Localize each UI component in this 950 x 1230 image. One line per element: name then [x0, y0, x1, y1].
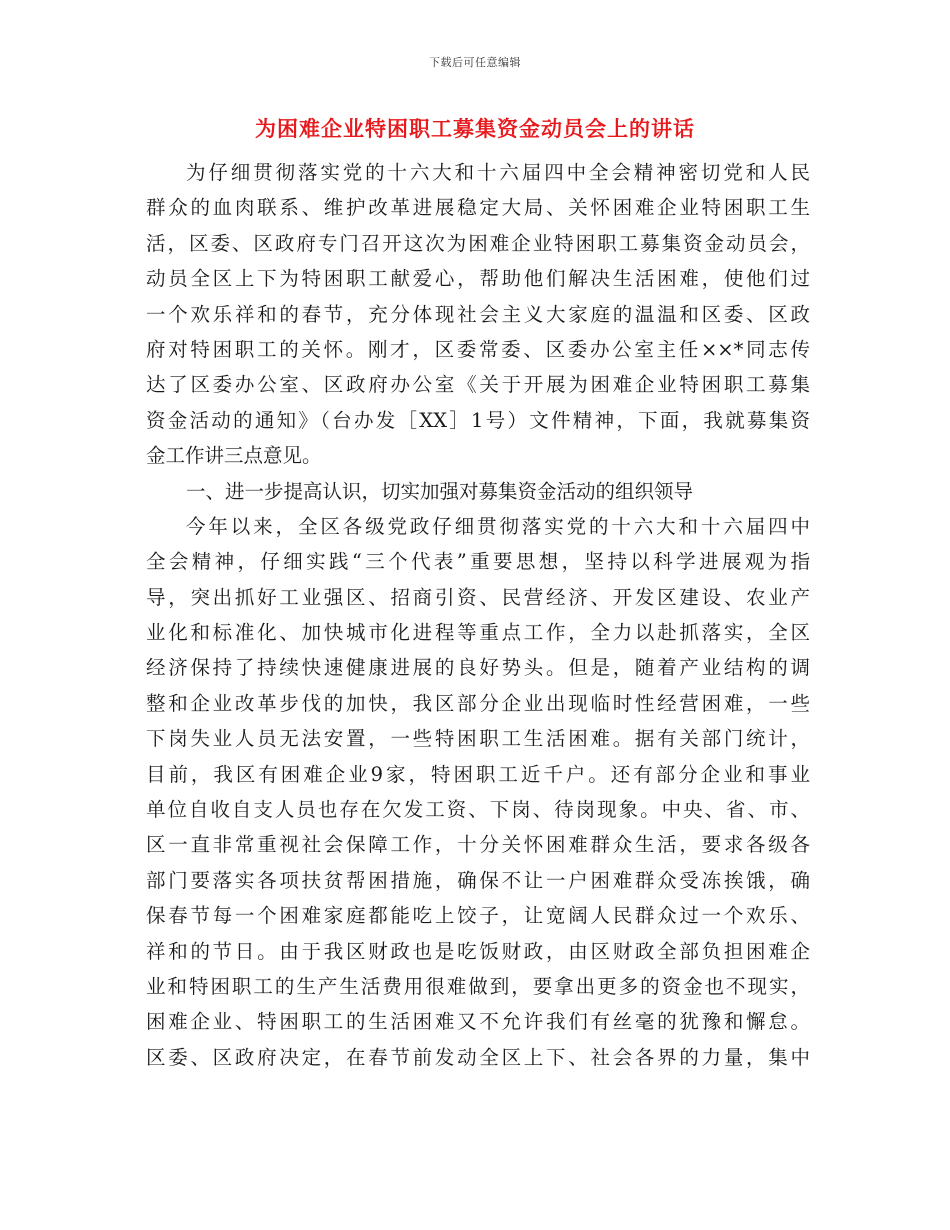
text-line: 保春节每一个困难家庭都能吃上饺子，让宽阔人民群众过一个欢乐、	[146, 904, 810, 928]
text-line: 部门要落实各项扶贫帮困措施，确保不让一户困难群众受冻挨饿，确	[146, 868, 810, 892]
text-line: 群众的血肉联系、维护改革进展稳定大局、关怀困难企业特困职工生	[146, 196, 810, 220]
text-line: 一个欢乐祥和的春节，充分体现社会主义大家庭的温温和区委、区政	[146, 302, 810, 326]
text-line: 目前，我区有困难企业9家，特困职工近千户。还有部分企业和事业	[146, 762, 810, 786]
text-line: 导，突出抓好工业强区、招商引资、民营经济、开发区建设、农业产	[146, 585, 810, 609]
text-line: 整和企业改革步伐的加快，我区部分企业出现临时性经营困难，一些	[146, 691, 810, 715]
text-line: 资金活动的通知》（台办发［XX］1号）文件精神，下面，我就募集资	[146, 408, 810, 432]
text-line: 祥和的节日。由于我区财政也是吃饭财政，由区财政全部负担困难企	[146, 939, 810, 963]
text-line: 单位自收自支人员也存在欠发工资、下岗、待岗现象。中央、省、市、	[146, 798, 810, 822]
document-body	[146, 155, 810, 1075]
header-note: 下载后可任意编辑	[429, 56, 521, 69]
text-line: 区委、区政府决定，在春节前发动全区上下、社会各界的力量，集中	[146, 1045, 810, 1069]
text-line: 金工作讲三点意见。	[146, 444, 322, 468]
text-line: 困难企业、特困职工的生活困难又不允许我们有丝毫的犹豫和懈怠。	[146, 1010, 810, 1034]
text-line: 活，区委、区政府专门召开这次为困难企业特困职工募集资金动员会，	[146, 231, 810, 255]
text-line: 为仔细贯彻落实党的十六大和十六届四中全会精神密切党和人民	[186, 161, 810, 184]
text-line: 下岗失业人员无法安置，一些特困职工生活困难。据有关部门统计，	[146, 727, 810, 751]
text-line: 经济保持了持续快速健康进展的良好势头。但是，随着产业结构的调	[146, 656, 810, 680]
text-line: 区一直非常重视社会保障工作，十分关怀困难群众生活，要求各级各	[146, 833, 810, 857]
text-line: 府对特困职工的关怀。刚才，区委常委、区委办公室主任××*同志传	[146, 337, 810, 361]
text-line: 业化和标准化、加快城市化进程等重点工作，全力以赴抓落实，全区	[146, 621, 810, 645]
text-line: 业和特困职工的生产生活费用很难做到，要拿出更多的资金也不现实，	[146, 974, 810, 998]
text-line: 动员全区上下为特困职工献爱心，帮助他们解决生活困难，使他们过	[146, 267, 810, 291]
text-line: 今年以来，全区各级党政仔细贯彻落实党的十六大和十六届四中	[186, 514, 810, 538]
text-line: 达了区委办公室、区政府办公室《关于开展为困难企业特困职工募集	[146, 373, 810, 397]
text-line: 全会精神，仔细实践“三个代表”重要思想，坚持以科学进展观为指	[146, 550, 810, 574]
document-title: 为困难企业特困职工募集资金动员会上的讲话	[255, 116, 695, 141]
text-line: 一、进一步提高认识，切实加强对募集资金活动的组织领导	[186, 479, 694, 503]
